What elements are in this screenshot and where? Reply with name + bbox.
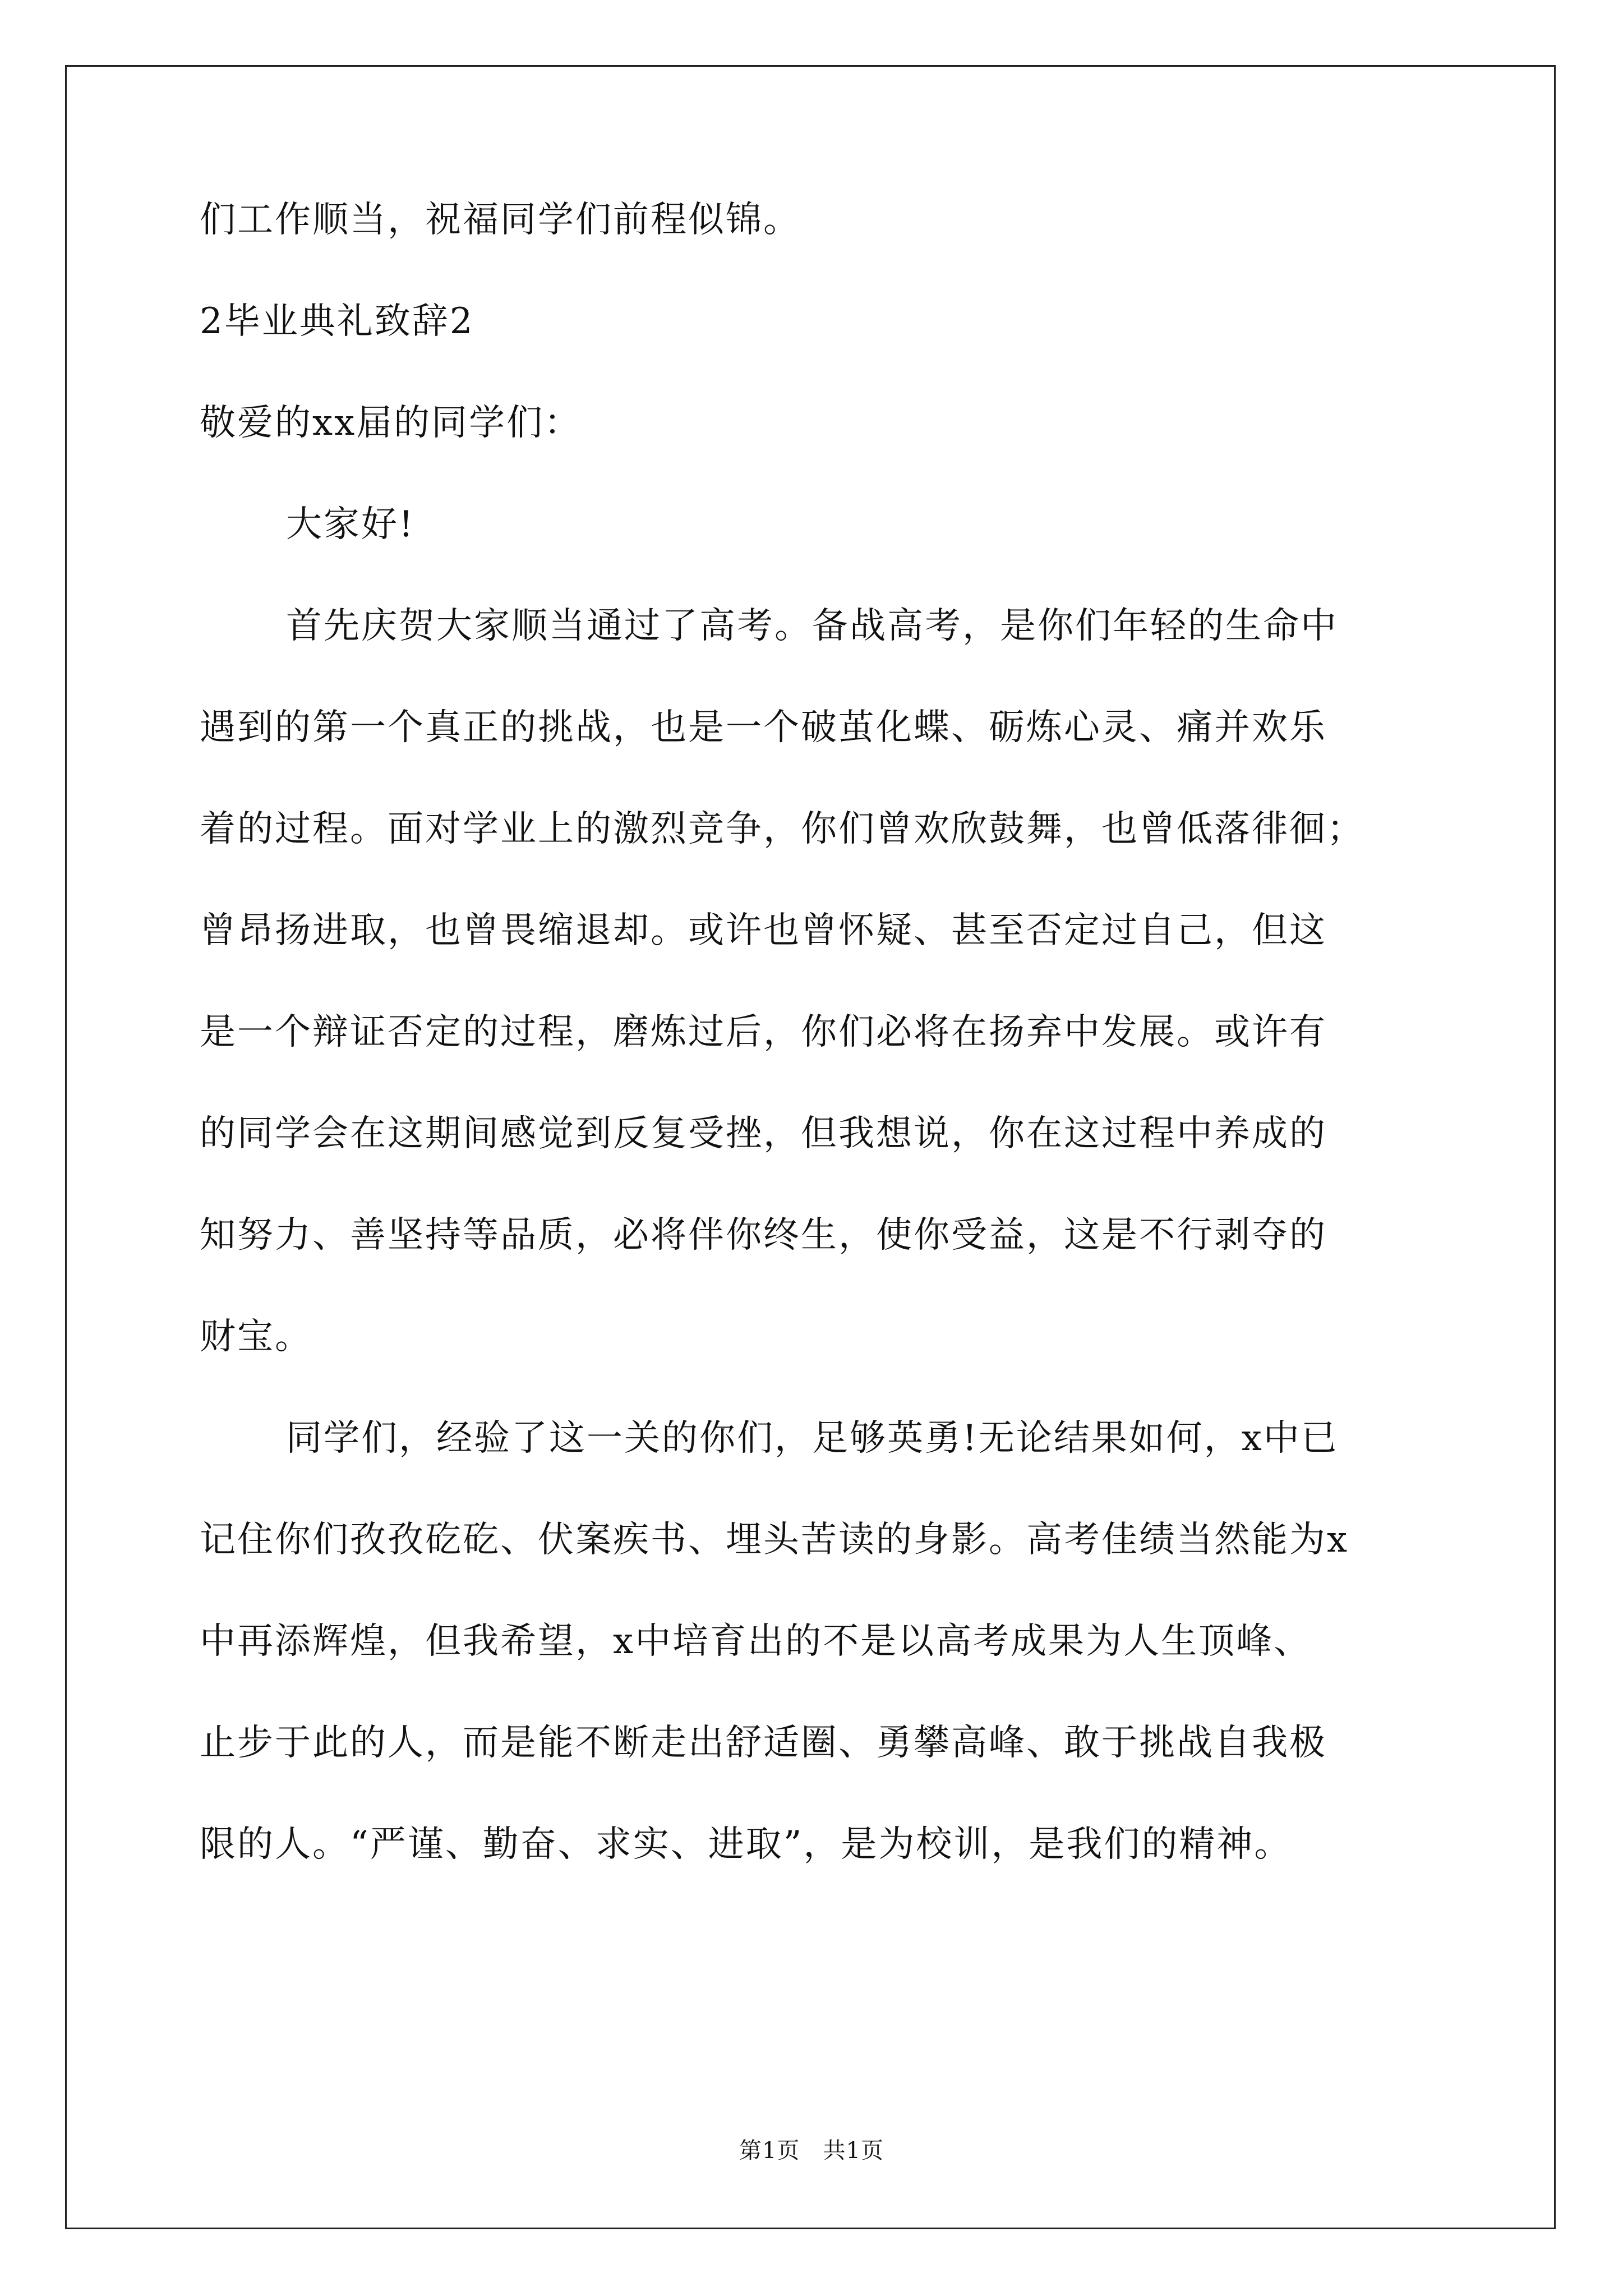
section-heading: 2毕业典礼致辞2 [200, 301, 474, 342]
text-line: 记住你们孜孜矻矻、伏案疾书、埋头苦读的身影。高考佳绩当然能为x [200, 1519, 1349, 1561]
text-line: 首先庆贺大家顺当通过了高考。备战高考，是你们年轻的生命中 [286, 605, 1338, 647]
text-line: 财宝。 [200, 1316, 312, 1358]
text-line: 们工作顺当，祝福同学们前程似锦。 [200, 199, 801, 241]
text-line: 限的人。“严谨、勤奋、求实、进取”，是为校训，是我们的精神。 [200, 1824, 1292, 1865]
greeting: 大家好! [286, 504, 415, 545]
page-footer: 第1页 共1页 [739, 2138, 884, 2164]
text-line: 中再添辉煌，但我希望，x中培育出的不是以高考成果为人生顶峰、 [200, 1621, 1312, 1662]
text-line: 的同学会在这期间感觉到反复受挫，但我想说，你在这过程中养成的 [200, 1113, 1327, 1154]
text-line: 着的过程。面对学业上的激烈竞争，你们曾欢欣鼓舞，也曾低落徘徊； [200, 808, 1364, 850]
text-line: 止步于此的人，而是能不断走出舒适圈、勇攀高峰、敢于挑战自我极 [200, 1722, 1327, 1764]
text-line: 同学们，经验了这一关的你们，足够英勇!无论结果如何，x中已 [286, 1418, 1339, 1459]
text-line: 知努力、善坚持等品质，必将伴你终生，使你受益，这是不行剥夺的 [200, 1214, 1327, 1256]
text-line: 遇到的第一个真正的挑战，也是一个破茧化蝶、砺炼心灵、痛并欢乐 [200, 707, 1327, 748]
text-line: 是一个辩证否定的过程，磨炼过后，你们必将在扬弃中发展。或许有 [200, 1011, 1327, 1053]
salutation: 敬爱的xx届的同学们： [200, 402, 582, 444]
text-line: 曾昂扬进取，也曾畏缩退却。或许也曾怀疑、甚至否定过自己，但这 [200, 910, 1327, 951]
